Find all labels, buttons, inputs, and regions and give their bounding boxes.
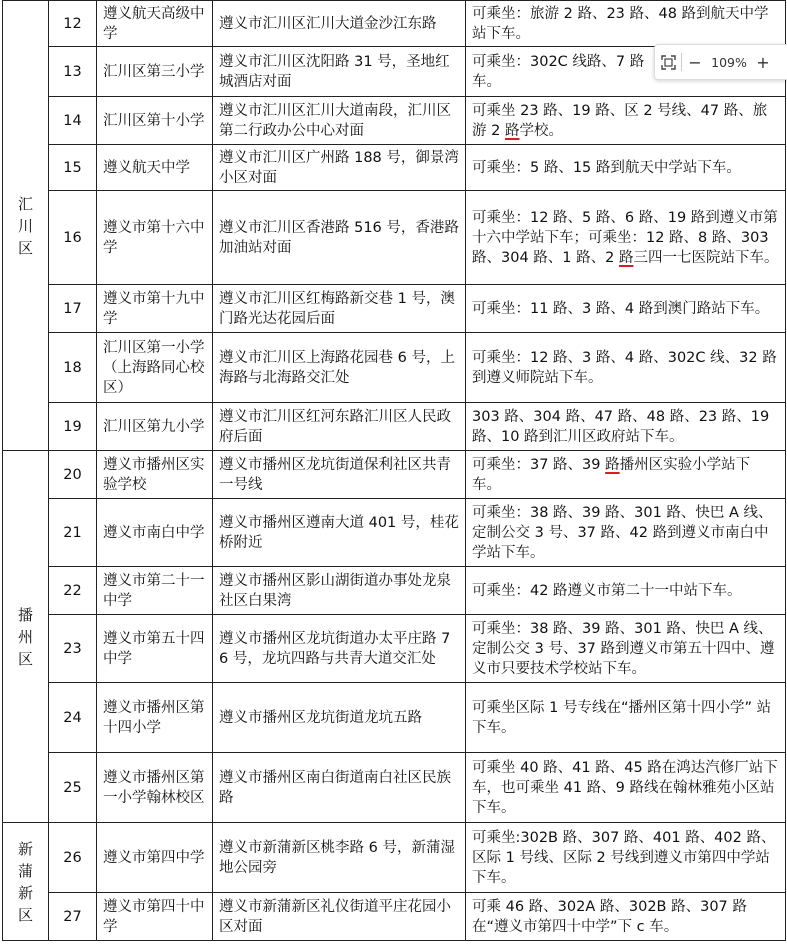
table-row <box>3 97 786 145</box>
table-row <box>3 499 786 567</box>
school-name: 遵义市第十六中学 <box>97 191 213 285</box>
school-address: 遵义市播州区龙坑街道保利社区共青一号线 <box>213 451 466 499</box>
transit-text: 可乘坐：37 路、39 <box>472 456 606 473</box>
transit-text: 播州区实验小学站下车。 <box>472 456 751 493</box>
table-row <box>3 615 786 683</box>
transit-info: 可乘坐：5 路、15 路到航天中学站下车。 <box>466 145 786 191</box>
transit-info: 可乘坐:302B 路、307 路、401 路、402 路、区际 1 号线、区际 2 号线到遵义市第四中学站下车。 <box>466 823 786 893</box>
table-row <box>3 285 786 333</box>
row-number: 22 <box>49 567 97 615</box>
school-name: 遵义市南白中学 <box>97 499 213 567</box>
school-name: 遵义市播州区第一小学翰林校区 <box>97 753 213 823</box>
school-address: 遵义市播州区龙坑街道办太平庄路 76 号，龙坑四路与共青大道交汇处 <box>213 615 466 683</box>
school-address: 遵义市播州区遵南大道 401 号，桂花桥附近 <box>213 499 466 567</box>
school-name: 遵义市第五十四中学 <box>97 615 213 683</box>
school-address: 遵义市汇川区汇川大道金沙江东路 <box>213 1 466 47</box>
table-row <box>3 753 786 823</box>
district-name: 新蒲新区 <box>17 839 33 924</box>
school-name: 遵义航天高级中学 <box>97 1 213 47</box>
row-number: 26 <box>49 823 97 893</box>
transit-info: 可乘坐 40 路、41 路、45 路在鸿达汽修厂站下车，也可乘坐 41 路、9 路线在翰林雅苑小区站下车。 <box>466 753 786 823</box>
row-number: 19 <box>49 403 97 451</box>
school-address: 遵义市汇川区广州路 188 号，御景湾小区对面 <box>213 145 466 191</box>
table-row <box>3 145 786 191</box>
transit-info: 可乘坐：11 路、3 路、4 路到澳门路站下车。 <box>466 285 786 333</box>
row-number: 24 <box>49 683 97 753</box>
transit-info <box>466 191 786 285</box>
school-address: 遵义市汇川区汇川大道南段，汇川区第二行政办公中心对面 <box>213 97 466 145</box>
school-address: 遵义市汇川区红梅路新交巷 1 号，澳门路光达花园后面 <box>213 285 466 333</box>
zoom-in-button[interactable]: + <box>756 52 770 72</box>
zoom-level: 109% <box>711 54 747 70</box>
table-row <box>3 893 786 941</box>
row-number: 17 <box>49 285 97 333</box>
school-address: 遵义市汇川区红河东路汇川区人民政府后面 <box>213 403 466 451</box>
district-name: 汇川区 <box>17 194 33 257</box>
school-address: 遵义市播州区影山湖街道办事处龙泉社区白果湾 <box>213 567 466 615</box>
transit-info: 可乘坐：12 路、3 路、4 路、302C 线、32 路到遵义师院站下车。 <box>466 333 786 403</box>
transit-info: 可乘坐：旅游 2 路、23 路、48 路到航天中学站下车。 <box>466 1 786 47</box>
school-name: 遵义市第十九中学 <box>97 285 213 333</box>
transit-text: 可乘坐：302C 线路、7 路 <box>472 53 645 70</box>
row-number: 13 <box>49 47 97 97</box>
district-name: 播州区 <box>17 605 33 668</box>
transit-info: 可乘 46 路、302A 路、302B 路、307 路在“遵义市第四十中学”下 c 车。 <box>466 893 786 941</box>
transit-info <box>466 97 786 145</box>
table-row <box>3 823 786 893</box>
transit-text-tail: 车。 <box>472 73 501 90</box>
table-row <box>3 567 786 615</box>
school-address: 遵义市汇川区沈阳路 31 号，圣地红城酒店对面 <box>213 47 466 97</box>
table-row <box>3 403 786 451</box>
district-cell <box>3 451 49 823</box>
row-number: 12 <box>49 1 97 47</box>
school-name: 汇川区第三小学 <box>97 47 213 97</box>
transit-info: 可乘坐：38 路、39 路、301 路、快巴 A 线、定制公交 3 号、37 路到遵义市第五十四中、遵义市只要技术学校站下车。 <box>466 615 786 683</box>
school-name: 遵义航天中学 <box>97 145 213 191</box>
school-name: 遵义市第四十中学 <box>97 893 213 941</box>
school-address: 遵义市新蒲新区礼仪街道平庄花园小区对面 <box>213 893 466 941</box>
school-name: 汇川区第十小学 <box>97 97 213 145</box>
row-number: 27 <box>49 893 97 941</box>
table-row <box>3 683 786 753</box>
transit-text: 可乘坐 23 路、19 路、区 2 号线、47 路、旅游 2 <box>472 102 768 139</box>
transit-info: 可乘坐区际 1 号专线在“播州区第十四小学” 站下车。 <box>466 683 786 753</box>
transit-text: 三四一七医院站下车。 <box>633 249 779 266</box>
transit-info: 303 路、304 路、47 路、48 路、23 路、19 路、10 路到汇川区政府站下车。 <box>466 403 786 451</box>
transit-info: 可乘坐：42 路遵义市第二十一中站下车。 <box>466 567 786 615</box>
transit-text: 可乘坐：12 路、5 路、6 路、19 路到遵义市第十六中学站下车；可乘坐：12 路、8 路、303 路、304 路、1 路、2 <box>472 209 778 266</box>
school-transit-table <box>2 0 786 941</box>
transit-text: 学校。 <box>519 122 563 139</box>
school-address: 遵义市汇川区上海路花园巷 6 号，上海路与北海路交汇处 <box>213 333 466 403</box>
row-number: 23 <box>49 615 97 683</box>
school-name: 遵义市第二十一中学 <box>97 567 213 615</box>
underlined-text: 路 <box>618 249 634 266</box>
school-address: 遵义市新蒲新区桃李路 6 号，新蒲湿地公园旁 <box>213 823 466 893</box>
school-address: 遵义市播州区南白街道南白社区民族路 <box>213 753 466 823</box>
zoom-toolbar <box>654 44 787 80</box>
school-name: 遵义市播州区第十四小学 <box>97 683 213 753</box>
school-name: 遵义市第四中学 <box>97 823 213 893</box>
school-name: 汇川区第一小学（上海路同心校区） <box>97 333 213 403</box>
table-row <box>3 451 786 499</box>
fit-page-icon[interactable] <box>655 45 681 79</box>
row-number: 25 <box>49 753 97 823</box>
row-number: 15 <box>49 145 97 191</box>
table-row <box>3 333 786 403</box>
zoom-out-button[interactable]: − <box>688 52 702 72</box>
district-cell <box>3 823 49 941</box>
transit-info <box>466 451 786 499</box>
underlined-text: 路 <box>605 456 620 473</box>
row-number: 16 <box>49 191 97 285</box>
table-row <box>3 191 786 285</box>
school-name: 汇川区第九小学 <box>97 403 213 451</box>
table-row <box>3 1 786 47</box>
row-number: 21 <box>49 499 97 567</box>
row-number: 14 <box>49 97 97 145</box>
row-number: 20 <box>49 451 97 499</box>
school-address: 遵义市汇川区香港路 516 号，香港路加油站对面 <box>213 191 466 285</box>
transit-info: 可乘坐：38 路、39 路、301 路、快巴 A 线、定制公交 3 号、37 路、42 路到遵义市南白中学站下车。 <box>466 499 786 567</box>
school-address: 遵义市播州区龙坑街道龙坑五路 <box>213 683 466 753</box>
district-cell <box>3 1 49 451</box>
underlined-text: 路 <box>504 122 520 139</box>
school-name: 遵义市播州区实验学校 <box>97 451 213 499</box>
row-number: 18 <box>49 333 97 403</box>
